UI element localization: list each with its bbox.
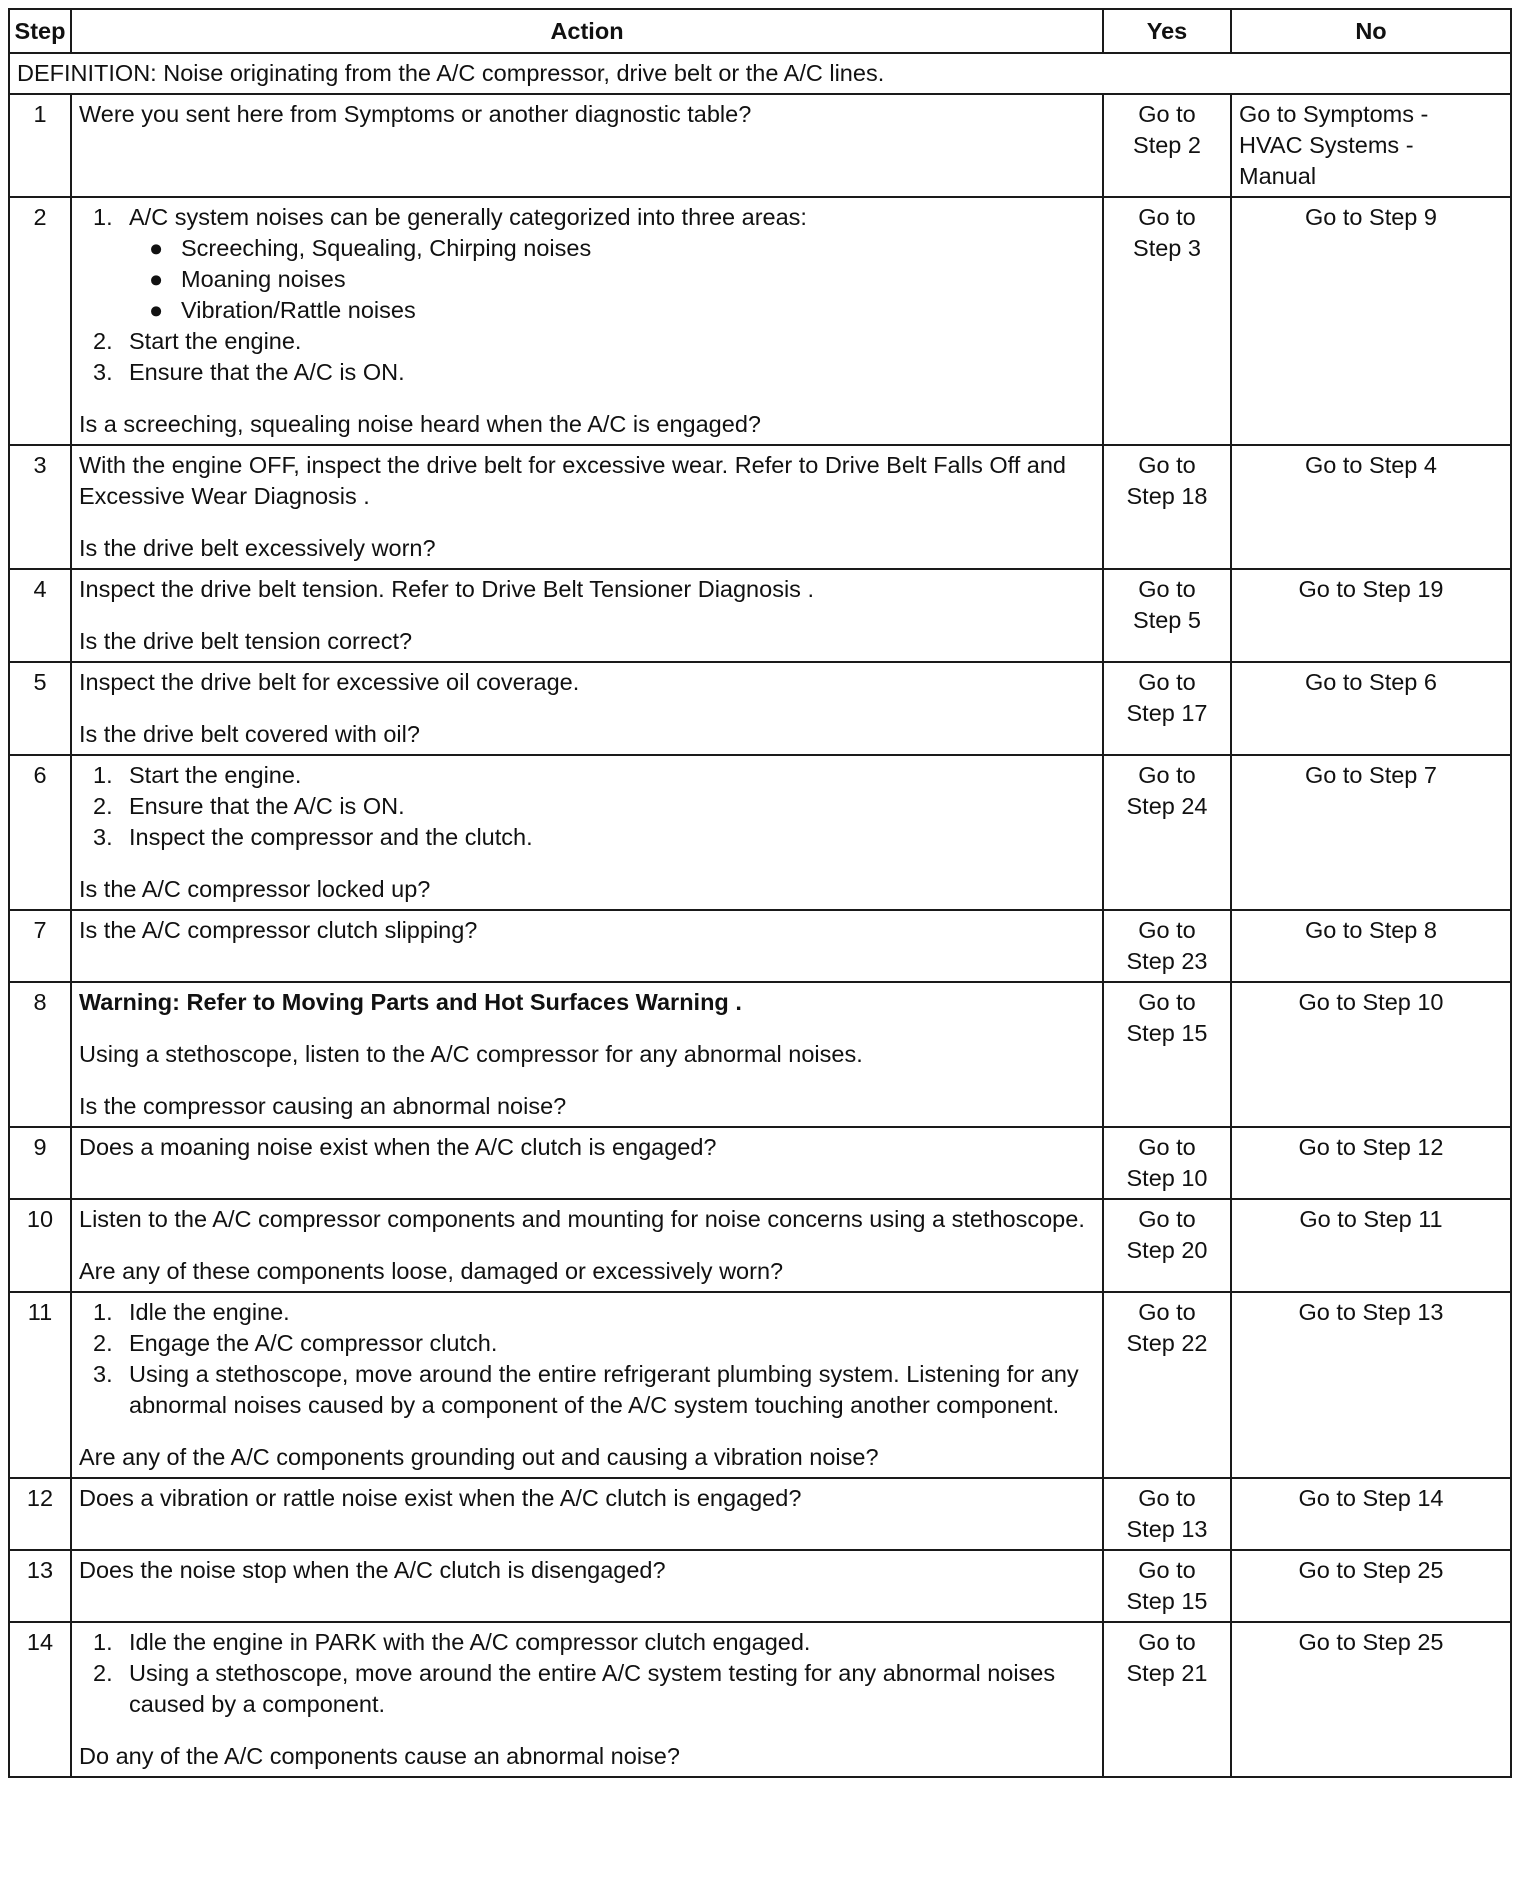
action-content (79, 1297, 1095, 1473)
noise-category-item (79, 233, 1095, 264)
step-number: 6 (9, 755, 71, 910)
no-action-line: Go to Step 19 (1298, 576, 1444, 602)
no-action-line: Go to Step 14 (1298, 1485, 1444, 1511)
instruction-text: Inspect the compressor and the clutch. (129, 824, 533, 850)
yes-cell (1103, 982, 1231, 1127)
yes-action-line: Go to (1138, 1557, 1196, 1583)
table-row (9, 197, 1511, 445)
instruction-text: Using a stethoscope, listen to the A/C compressor for any abnormal noises. (79, 1041, 863, 1067)
no-cell (1231, 197, 1511, 445)
instruction-item (79, 1627, 1095, 1658)
instruction-list (79, 1297, 1095, 1421)
no-cell (1231, 445, 1511, 569)
yes-action-line: Step 21 (1126, 1660, 1208, 1686)
yes-action-line: Step 13 (1126, 1516, 1208, 1542)
instruction-item (79, 822, 1095, 853)
instruction-text: Inspect the drive belt for excessive oil coverage. (79, 669, 580, 695)
yes-action-line: Step 22 (1126, 1330, 1208, 1356)
yes-action-line: Step 24 (1126, 793, 1208, 819)
step-number: 1 (9, 94, 71, 197)
instruction-item (79, 1297, 1095, 1328)
instruction-item (79, 357, 1095, 388)
table-row (9, 94, 1511, 197)
table-body (9, 53, 1511, 1777)
step-number: 14 (9, 1622, 71, 1777)
action-cell (71, 910, 1103, 982)
action-cell (71, 569, 1103, 662)
noise-category-item (79, 295, 1095, 326)
question-text: Does a vibration or rattle noise exist when the A/C clutch is engaged? (79, 1485, 802, 1511)
question-text: Is the A/C compressor clutch slipping? (79, 917, 478, 943)
action-cell (71, 197, 1103, 445)
instruction-number: 2. (93, 793, 113, 819)
step-number: 3 (9, 445, 71, 569)
question-text: Are any of these components loose, damaged or excessively worn? (79, 1258, 784, 1284)
header-step: Step (9, 9, 71, 53)
action-content (79, 1483, 1095, 1514)
step-number: 13 (9, 1550, 71, 1622)
no-action-line: Go to Step 11 (1299, 1206, 1443, 1232)
no-action-line: Go to Step 7 (1305, 762, 1437, 788)
instruction-number: 3. (93, 824, 113, 850)
action-cell (71, 445, 1103, 569)
warning-text: Warning: Refer to Moving Parts and Hot Surfaces Warning . (79, 989, 742, 1015)
instruction-item (79, 1359, 1095, 1421)
table-row (9, 662, 1511, 755)
header-action: Action (71, 9, 1103, 53)
yes-cell (1103, 197, 1231, 445)
instruction-item (79, 326, 1095, 357)
table-row (9, 982, 1511, 1127)
instruction-number: 2. (93, 1330, 113, 1356)
no-action-line: Go to Step 4 (1305, 452, 1437, 478)
instruction-item (79, 202, 1095, 233)
yes-cell (1103, 94, 1231, 197)
table-row (9, 910, 1511, 982)
no-cell (1231, 1199, 1511, 1292)
question-text: Does a moaning noise exist when the A/C clutch is engaged? (79, 1134, 717, 1160)
bullet-icon: ● (149, 266, 164, 292)
yes-cell (1103, 1550, 1231, 1622)
yes-action-line: Go to (1138, 452, 1196, 478)
question-text: Do any of the A/C components cause an abnormal noise? (79, 1743, 680, 1769)
action-cell (71, 94, 1103, 197)
instruction-number: 1. (93, 1299, 113, 1325)
diagnostic-table (8, 8, 1512, 1778)
no-cell (1231, 662, 1511, 755)
yes-action-line: Step 15 (1126, 1588, 1208, 1614)
noise-category-text: Moaning noises (181, 266, 346, 292)
header-yes: Yes (1103, 9, 1231, 53)
yes-cell (1103, 662, 1231, 755)
instruction-text: Using a stethoscope, move around the entire refrigerant plumbing system. Listening for any abnormal noises caused by a component of the A/C system touching another component. (129, 1361, 1079, 1418)
header-row (9, 9, 1511, 53)
question-text: Are any of the A/C components grounding out and causing a vibration noise? (79, 1444, 879, 1470)
instruction-item (79, 1658, 1095, 1720)
definition-row (9, 53, 1511, 94)
no-action-line: Go to Step 9 (1305, 204, 1437, 230)
yes-action-line: Go to (1138, 204, 1196, 230)
instruction-list (79, 760, 1095, 853)
header-no: No (1231, 9, 1511, 53)
yes-action-line: Step 20 (1126, 1237, 1208, 1263)
question-text: Is the drive belt excessively worn? (79, 535, 436, 561)
no-cell (1231, 910, 1511, 982)
question-text: Is the A/C compressor locked up? (79, 876, 431, 902)
instruction-list (79, 1627, 1095, 1720)
instruction-list (79, 202, 1095, 388)
yes-cell (1103, 1199, 1231, 1292)
question-text: Is the drive belt covered with oil? (79, 721, 420, 747)
step-number: 12 (9, 1478, 71, 1550)
instruction-text: Start the engine. (129, 762, 302, 788)
instruction-number: 3. (93, 359, 113, 385)
action-content (79, 915, 1095, 946)
yes-cell (1103, 1478, 1231, 1550)
action-content (79, 202, 1095, 440)
instruction-item (79, 1328, 1095, 1359)
no-action-line: Go to Step 8 (1305, 917, 1437, 943)
no-action-line: Go to Step 12 (1298, 1134, 1444, 1160)
yes-action-line: Step 23 (1126, 948, 1208, 974)
yes-action-line: Go to (1138, 1206, 1196, 1232)
noise-category-text: Screeching, Squealing, Chirping noises (181, 235, 592, 261)
action-content (79, 450, 1095, 564)
yes-action-line: Go to (1138, 669, 1196, 695)
yes-action-line: Go to (1138, 576, 1196, 602)
step-number: 7 (9, 910, 71, 982)
action-content (79, 1555, 1095, 1586)
yes-action-line: Go to (1138, 1485, 1196, 1511)
bullet-icon: ● (149, 235, 164, 261)
no-action-line: Go to Symptoms - (1239, 101, 1429, 127)
question-text: Were you sent here from Symptoms or another diagnostic table? (79, 101, 752, 127)
no-cell (1231, 1478, 1511, 1550)
table-row (9, 755, 1511, 910)
action-content (79, 760, 1095, 905)
step-number: 10 (9, 1199, 71, 1292)
action-cell (71, 1550, 1103, 1622)
yes-action-line: Go to (1138, 989, 1196, 1015)
yes-action-line: Go to (1138, 1299, 1196, 1325)
table-row (9, 1622, 1511, 1777)
no-cell (1231, 1292, 1511, 1478)
instruction-number: 1. (93, 204, 113, 230)
bullet-icon: ● (149, 297, 164, 323)
instruction-item (79, 791, 1095, 822)
table-row (9, 569, 1511, 662)
action-cell (71, 755, 1103, 910)
table-row (9, 1199, 1511, 1292)
no-action-line: Go to Step 10 (1298, 989, 1444, 1015)
yes-action-line: Step 5 (1133, 607, 1201, 633)
table-row (9, 1292, 1511, 1478)
action-cell (71, 662, 1103, 755)
question-text: Does the noise stop when the A/C clutch is disengaged? (79, 1557, 666, 1583)
action-content (79, 987, 1095, 1122)
table-row (9, 1127, 1511, 1199)
step-number: 8 (9, 982, 71, 1127)
no-cell (1231, 1550, 1511, 1622)
noise-category-list (79, 233, 1095, 326)
no-action-line: Go to Step 13 (1298, 1299, 1444, 1325)
no-action-line: Go to Step 25 (1298, 1557, 1444, 1583)
action-cell (71, 1292, 1103, 1478)
yes-action-line: Step 17 (1126, 700, 1208, 726)
instruction-text: Ensure that the A/C is ON. (129, 359, 405, 385)
yes-cell (1103, 569, 1231, 662)
step-number: 11 (9, 1292, 71, 1478)
instruction-number: 3. (93, 1361, 113, 1387)
action-cell (71, 1127, 1103, 1199)
no-cell (1231, 982, 1511, 1127)
table-row (9, 445, 1511, 569)
yes-action-line: Step 18 (1126, 483, 1208, 509)
action-cell (71, 982, 1103, 1127)
yes-cell (1103, 445, 1231, 569)
yes-action-line: Step 10 (1126, 1165, 1208, 1191)
yes-action-line: Go to (1138, 1629, 1196, 1655)
instruction-text: Listen to the A/C compressor components and mounting for noise concerns using a stethoscope. (79, 1206, 1085, 1232)
instruction-text: With the engine OFF, inspect the drive belt for excessive wear. Refer to Drive Belt Falls Off and Excessive Wear Diagnosis . (79, 452, 1066, 509)
yes-action-line: Go to (1138, 1134, 1196, 1160)
no-cell (1231, 755, 1511, 910)
action-cell (71, 1622, 1103, 1777)
step-number: 4 (9, 569, 71, 662)
action-cell (71, 1199, 1103, 1292)
no-action-line: Go to Step 6 (1305, 669, 1437, 695)
action-content (79, 1627, 1095, 1772)
step-number: 2 (9, 197, 71, 445)
table-row (9, 1478, 1511, 1550)
action-content (79, 1204, 1095, 1287)
instruction-text: Inspect the drive belt tension. Refer to Drive Belt Tensioner Diagnosis . (79, 576, 814, 602)
noise-category-text: Vibration/Rattle noises (181, 297, 416, 323)
instruction-text: Idle the engine in PARK with the A/C compressor clutch engaged. (129, 1629, 811, 1655)
instruction-number: 2. (93, 1660, 113, 1686)
noise-category-item (79, 264, 1095, 295)
yes-action-line: Go to (1138, 917, 1196, 943)
instruction-number: 1. (93, 762, 113, 788)
yes-action-line: Step 3 (1133, 235, 1201, 261)
instruction-text: A/C system noises can be generally categorized into three areas: (129, 204, 807, 230)
instruction-text: Using a stethoscope, move around the entire A/C system testing for any abnormal noises caused by a component. (129, 1660, 1056, 1717)
no-action-line: Manual (1239, 163, 1317, 189)
no-cell (1231, 94, 1511, 197)
question-text: Is the compressor causing an abnormal noise? (79, 1093, 567, 1119)
yes-cell (1103, 1622, 1231, 1777)
table-row (9, 1550, 1511, 1622)
instruction-number: 2. (93, 328, 113, 354)
instruction-text: Engage the A/C compressor clutch. (129, 1330, 498, 1356)
yes-action-line: Step 2 (1133, 132, 1201, 158)
instruction-number: 1. (93, 1629, 113, 1655)
instruction-text: Ensure that the A/C is ON. (129, 793, 405, 819)
action-content (79, 1132, 1095, 1163)
instruction-text: Idle the engine. (129, 1299, 290, 1325)
instruction-item (79, 760, 1095, 791)
no-cell (1231, 1622, 1511, 1777)
step-number: 5 (9, 662, 71, 755)
action-content (79, 99, 1095, 130)
yes-cell (1103, 755, 1231, 910)
step-number: 9 (9, 1127, 71, 1199)
action-content (79, 574, 1095, 657)
yes-action-line: Go to (1138, 101, 1196, 127)
instruction-text: Start the engine. (129, 328, 302, 354)
question-text: Is the drive belt tension correct? (79, 628, 413, 654)
yes-action-line: Step 15 (1126, 1020, 1208, 1046)
action-cell (71, 1478, 1103, 1550)
action-content (79, 667, 1095, 750)
yes-cell (1103, 1292, 1231, 1478)
no-cell (1231, 1127, 1511, 1199)
yes-cell (1103, 910, 1231, 982)
no-action-line: HVAC Systems - (1239, 132, 1414, 158)
yes-action-line: Go to (1138, 762, 1196, 788)
yes-cell (1103, 1127, 1231, 1199)
no-action-line: Go to Step 25 (1298, 1629, 1444, 1655)
definition-text: DEFINITION: Noise originating from the A/C compressor, drive belt or the A/C lines. (9, 53, 1511, 94)
question-text: Is a screeching, squealing noise heard when the A/C is engaged? (79, 411, 761, 437)
no-cell (1231, 569, 1511, 662)
